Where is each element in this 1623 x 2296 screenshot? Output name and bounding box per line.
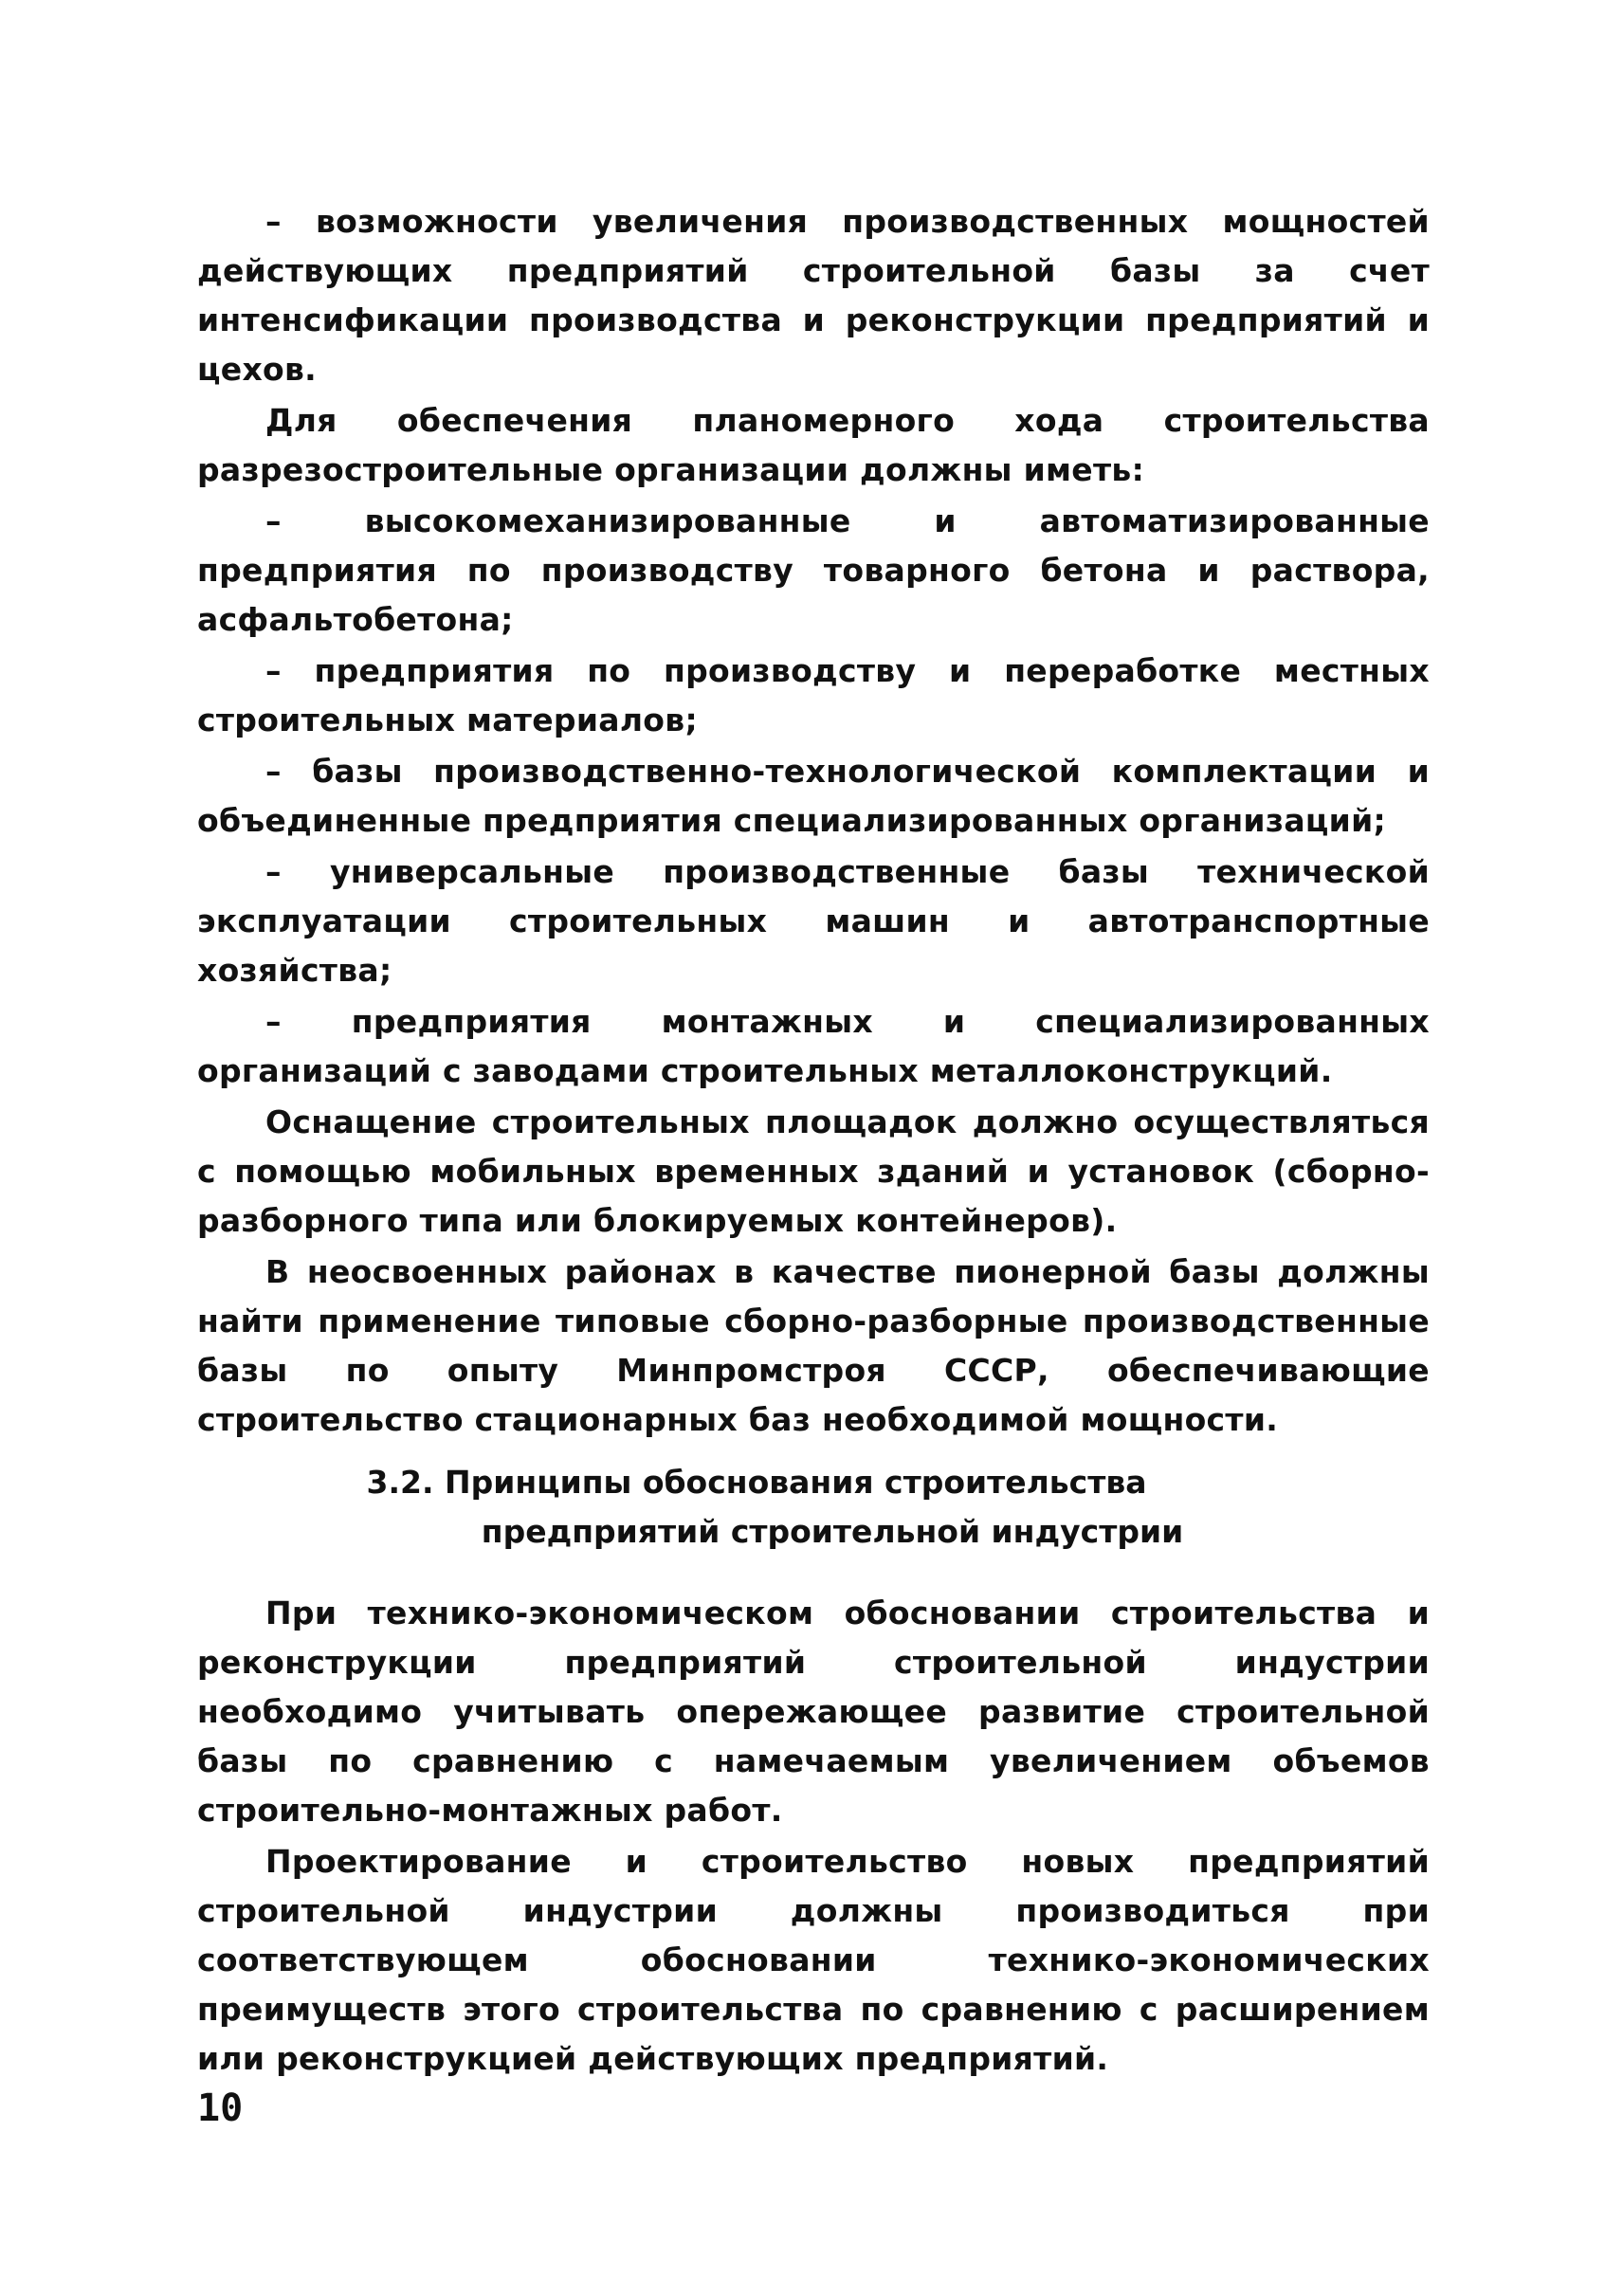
paragraph: – высокомеханизированные и автоматизированные предприятия по производству товарного бетона и раствора, асфальтобетона;: [197, 502, 1430, 638]
paragraph: – базы производственно-технологической комплектации и объединенные предприятия специализированных организаций;: [197, 753, 1430, 839]
paragraph: Для обеспечения планомерного хода строительства разрезостроительные организации должны иметь:: [197, 402, 1430, 488]
paragraph: Проектирование и строительство новых предприятий строительной индустрии должны производиться при соответствующем обосновании технико-экономических преимуществ этого строительства по сравнению с расширением или реконструкцией действующих предприятий.: [197, 1843, 1430, 2077]
paragraph: – универсальные производственные базы технической эксплуатации строительных машин и автотранспортные хозяйства;: [197, 853, 1430, 989]
paragraph: В неосвоенных районах в качестве пионерной базы должны найти применение типовые сборно-разборные производственные базы по опыту Минпромстроя СССР, обеспечивающие строительство стационарных баз необходимой мощности.: [197, 1253, 1430, 1438]
paragraph: – предприятия по производству и переработке местных строительных материалов;: [197, 652, 1430, 738]
section-heading-line-2: предприятий строительной индустрии: [481, 1513, 1184, 1550]
page-number: 10: [197, 2086, 244, 2130]
paragraph: Оснащение строительных площадок должно осуществляться с помощью мобильных временных зданий и установок (сборно-разборного типа или блокируемых контейнеров).: [197, 1103, 1430, 1239]
paragraph: При технико-экономическом обосновании строительства и реконструкции предприятий строительной индустрии необходимо учитывать опережающее развитие строительной базы по сравнению с намечаемым увеличением объемов строительно-монтажных работ.: [197, 1594, 1430, 1829]
section-heading: [197, 1458, 1430, 1557]
paragraph: – возможности увеличения производственных мощностей действующих предприятий строительной базы за счет интенсификации производства и реконструкции предприятий и цехов.: [197, 203, 1430, 388]
text-block-bottom: [197, 1589, 1430, 2084]
text-block-top: [197, 197, 1430, 1445]
section-heading-line-1: 3.2. Принципы обоснования строительства: [366, 1464, 1147, 1501]
paragraph: – предприятия монтажных и специализированных организаций с заводами строительных металлоконструкций.: [197, 1003, 1430, 1089]
